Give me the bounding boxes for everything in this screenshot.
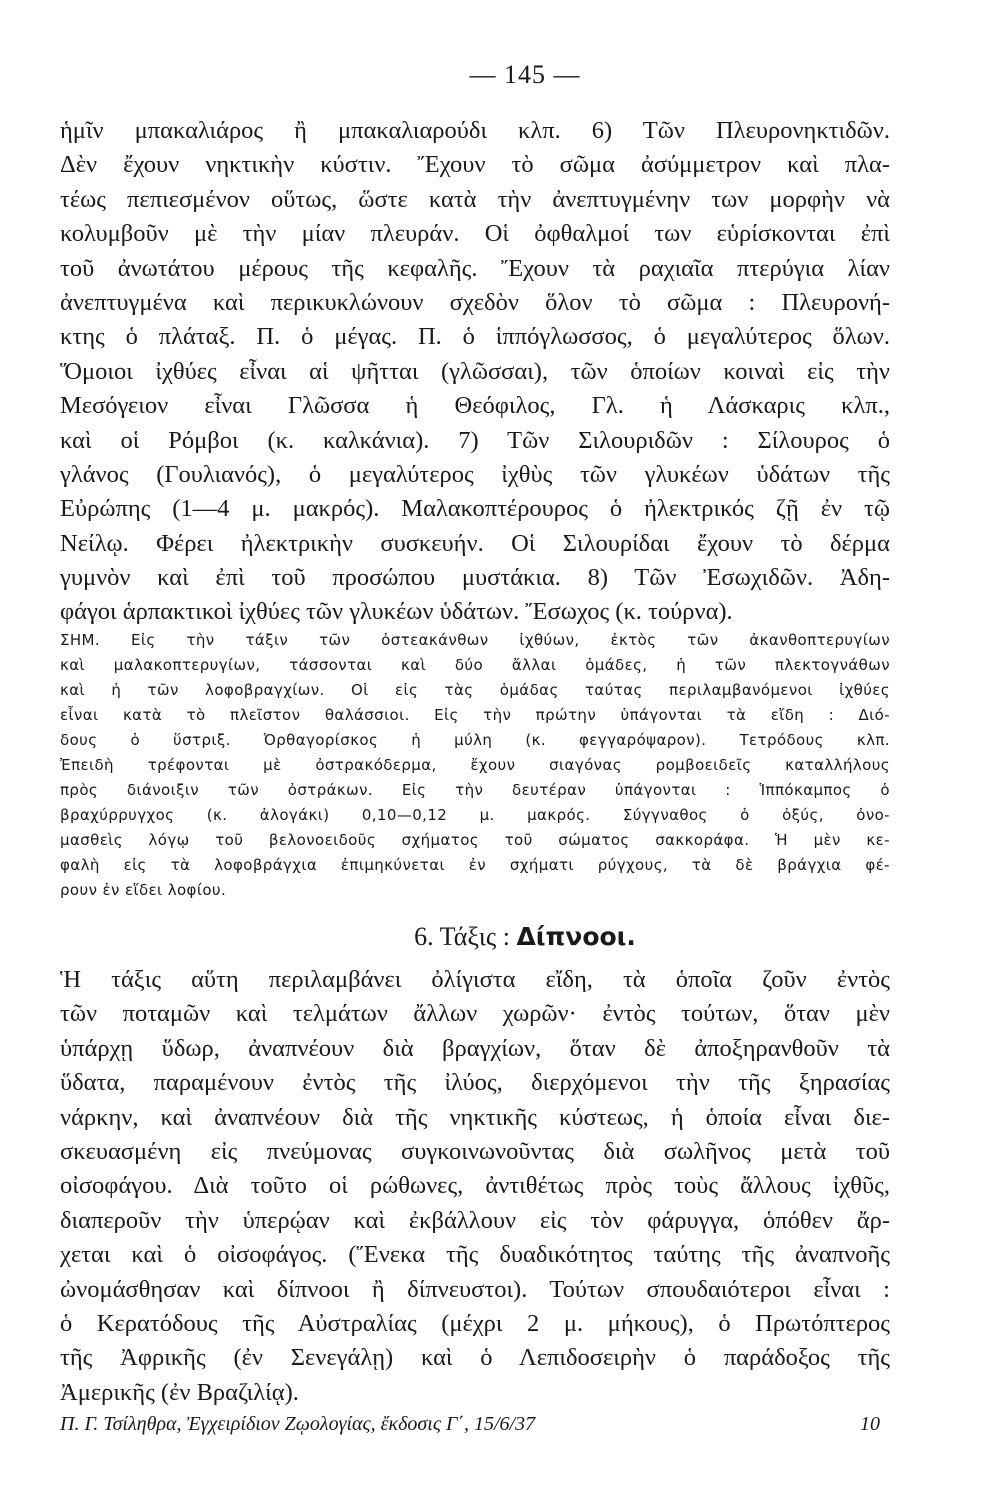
note-line: εἶναι κατὰ τὸ πλεῖστον θαλάσσιοι. Εἰς τὴν πρώτην ὑπάγονται τὰ εἴδη : Διό- xyxy=(60,706,890,724)
note-line: καὶ ἡ τῶν λοφοβραγχίων. Οἱ εἰς τὰς ὁμάδας ταύτας περιλαμβανόμενοι ἰχθύες xyxy=(60,681,890,699)
text-line: κολυμβοῦν μὲ τὴν μίαν πλευράν. Οἱ ὀφθαλμοί των εὑρίσκονται ἐπὶ xyxy=(60,220,890,248)
text-line: Ἡ τάξις αὕτη περιλαμβάνει ὀλίγιστα εἴδη, τὰ ὁποῖα ζοῦν ἐντὸς xyxy=(60,966,890,993)
note-line: πρὸς διάνοιξιν τῶν ὀστράκων. Εἰς τὴν δευτέραν ὑπάγονται : Ἱππόκαμπος ὁ xyxy=(60,781,890,799)
text-line: κτης ὁ πλάταξ. Π. ὁ μέγας. Π. ὁ ἱππόγλωσσος, ὁ μεγαλύτερος ὅλων. xyxy=(60,323,890,351)
text-line: τῆς Ἀφρικῆς (ἐν Σενεγάλῃ) καὶ ὁ Λεπιδοσειρὴν ὁ παράδοξος τῆς xyxy=(60,1344,890,1372)
note-line: δους ὁ ὕστριξ. Ὀρθαγορίσκος ἡ μύλη (κ. φεγγαρόψαρον). Τετρόδους κλπ. xyxy=(60,731,890,749)
text-line: νάρκην, καὶ ἀναπνέουν διὰ τῆς νηκτικῆς κύστεως, ἡ ὁποία εἶναι διε- xyxy=(60,1103,890,1131)
text-line: ὁ Κερατόδους τῆς Αὐστραλίας (μέχρι 2 μ. μήκους), ὁ Πρωτόπτερος xyxy=(60,1309,890,1337)
footer-citation: Π. Γ. Τσίληθρα, Ἐγχειρίδιον Ζῳολογίας, ἔκδοσις Γ΄, 15/6/37 xyxy=(60,1413,536,1435)
note-line: ρουν ἐν εἴδει λοφίου. xyxy=(60,881,227,899)
note-line: ΣΗΜ. Εἰς τὴν τάξιν τῶν ὀστεακάνθων ἰχθύων, ἐκτὸς τῶν ἀκανθοπτερυγίων xyxy=(60,631,890,649)
text-line: σκευασμένη εἰς πνεύμονας συγκοινωνοῦντας διὰ σωλῆνος μετὰ τοῦ xyxy=(60,1137,890,1165)
section-heading-prefix: 6. Τάξις : xyxy=(414,922,517,951)
text-line: γυμνὸν καὶ ἐπὶ τοῦ προσώπου μυστάκια. 8) Τῶν Ἐσωχιδῶν. Ἀδη- xyxy=(60,564,890,592)
text-line: ἡμῖν μπακαλιάρος ἢ μπακαλιαρούδι κλπ. 6) Τῶν Πλευρονηκτιδῶν. xyxy=(60,117,890,144)
note-line: καὶ μαλακοπτερυγίων, τάσσονται καὶ δύο ἄλλαι ὁμάδες, ἡ τῶν πλεκτογνάθων xyxy=(60,656,890,674)
note-line: βραχύρρυγχος (κ. ἀλογάκι) 0,10—0,12 μ. μακρός. Σύγγναθος ὁ ὀξύς, ὀνο- xyxy=(60,806,890,824)
text-line: φάγοι ἁρπακτικοὶ ἰχθύες τῶν γλυκέων ὑδάτων. Ἔσωχος (κ. τούρνα). xyxy=(60,598,733,626)
page xyxy=(60,0,890,1500)
text-line: τοῦ ἀνωτάτου μέρους τῆς κεφαλῆς. Ἔχουν τὰ ραχιαῖα πτερύγια λίαν xyxy=(60,254,890,282)
text-line: ὠνομάσθησαν καὶ δίπνοοι ἢ δίπνευστοι). Τούτων σπουδαιότεροι εἶναι : xyxy=(60,1275,890,1303)
text-line: Δὲν ἔχουν νηκτικὴν κύστιν. Ἔχουν τὸ σῶμα ἀσύμμετρον καὶ πλα- xyxy=(60,151,890,179)
text-line: γλάνος (Γουλιανός), ὁ μεγαλύτερος ἰχθὺς τῶν γλυκέων ὑδάτων τῆς xyxy=(60,460,890,488)
text-line: Μεσόγειον εἶναι Γλῶσσα ἡ Θεόφιλος, Γλ. ἡ Λάσκαρις κλπ., xyxy=(60,392,890,420)
text-line: ὑπάρχῃ ὕδωρ, ἀναπνέουν διὰ βραγχίων, ὅταν δὲ ἀποξηρανθοῦν τὰ xyxy=(60,1034,890,1062)
text-line: Εὐρώπης (1—4 μ. μακρός). Μαλακοπτέρουρος ὁ ἠλεκτρικός ζῇ ἐν τῷ xyxy=(60,495,890,523)
text-line: τέως πεπιεσμένον οὕτως, ὥστε κατὰ τὴν ἀνεπτυγμένην των μορφὴν νὰ xyxy=(60,185,890,213)
text-line: καὶ οἱ Ρόμβοι (κ. καλκάνια). 7) Τῶν Σιλουριδῶν : Σίλουρος ὁ xyxy=(60,426,890,454)
note-line: Ἐπειδὴ τρέφονται μὲ ὀστρακόδερμα, ἔχουν σιαγόνας ρομβοειδεῖς καταλλήλους xyxy=(60,756,890,774)
section-paragraph xyxy=(60,963,890,1410)
main-paragraph xyxy=(60,114,890,630)
text-line: χεται καὶ ὁ οἰσοφάγος. (Ἕνεκα τῆς δυαδικότητος ταύτης τῆς ἀναπνοῆς xyxy=(60,1241,890,1269)
text-line: ὕδατα, παραμένουν ἐντὸς τῆς ἰλύος, διερχόμενοι τὴν τῆς ξηρασίας xyxy=(60,1069,890,1097)
note-line: φαλὴ εἰς τὰ λοφοβράγχια ἐπιμηκύνεται ἐν σχήματι ρύγχους, τὰ δὲ βράγχια φέ- xyxy=(60,856,890,874)
text-line: Ὅμοιοι ἰχθύες εἶναι αἱ ψῆτται (γλῶσσαι), τῶν ὁποίων κοιναὶ εἰς τὴν xyxy=(60,357,890,385)
text-line: διαπεροῦν τὴν ὑπερῴαν καὶ ἐκβάλλουν εἰς τὸν φάρυγγα, ὁπόθεν ἄρ- xyxy=(60,1206,890,1234)
text-line: Ἀμερικῆς (ἐν Βραζιλίᾳ). xyxy=(60,1378,299,1406)
section-heading xyxy=(60,922,990,952)
page-number: — 145 — xyxy=(469,60,581,89)
text-line: Νείλῳ. Φέρει ἠλεκτρικὴν συσκευήν. Οἱ Σιλουρίδαι ἔχουν τὸ δέρμα xyxy=(60,529,890,557)
footer-signature-number: 10 xyxy=(860,1413,880,1435)
text-line: ἀνεπτυγμένα καὶ περικυκλώνουν σχεδὸν ὅλον τὸ σῶμα : Πλευρονή- xyxy=(60,288,890,316)
note-line: μασθεὶς λόγῳ τοῦ βελονοειδοῦς σχήματος τοῦ σώματος σακκοράφα. Ἡ μὲν κε- xyxy=(60,831,890,849)
text-line: οἰσοφάγου. Διὰ τοῦτο οἱ ρώθωνες, ἀντιθέτως πρὸς τοὺς ἄλλους ἰχθῦς, xyxy=(60,1172,890,1200)
section-heading-title: Δίπνοοι. xyxy=(516,922,636,951)
note-paragraph xyxy=(60,628,890,903)
text-line: τῶν ποταμῶν καὶ τελμάτων ἄλλων χωρῶν· ἐντὸς τούτων, ὅταν μὲν xyxy=(60,1000,890,1028)
